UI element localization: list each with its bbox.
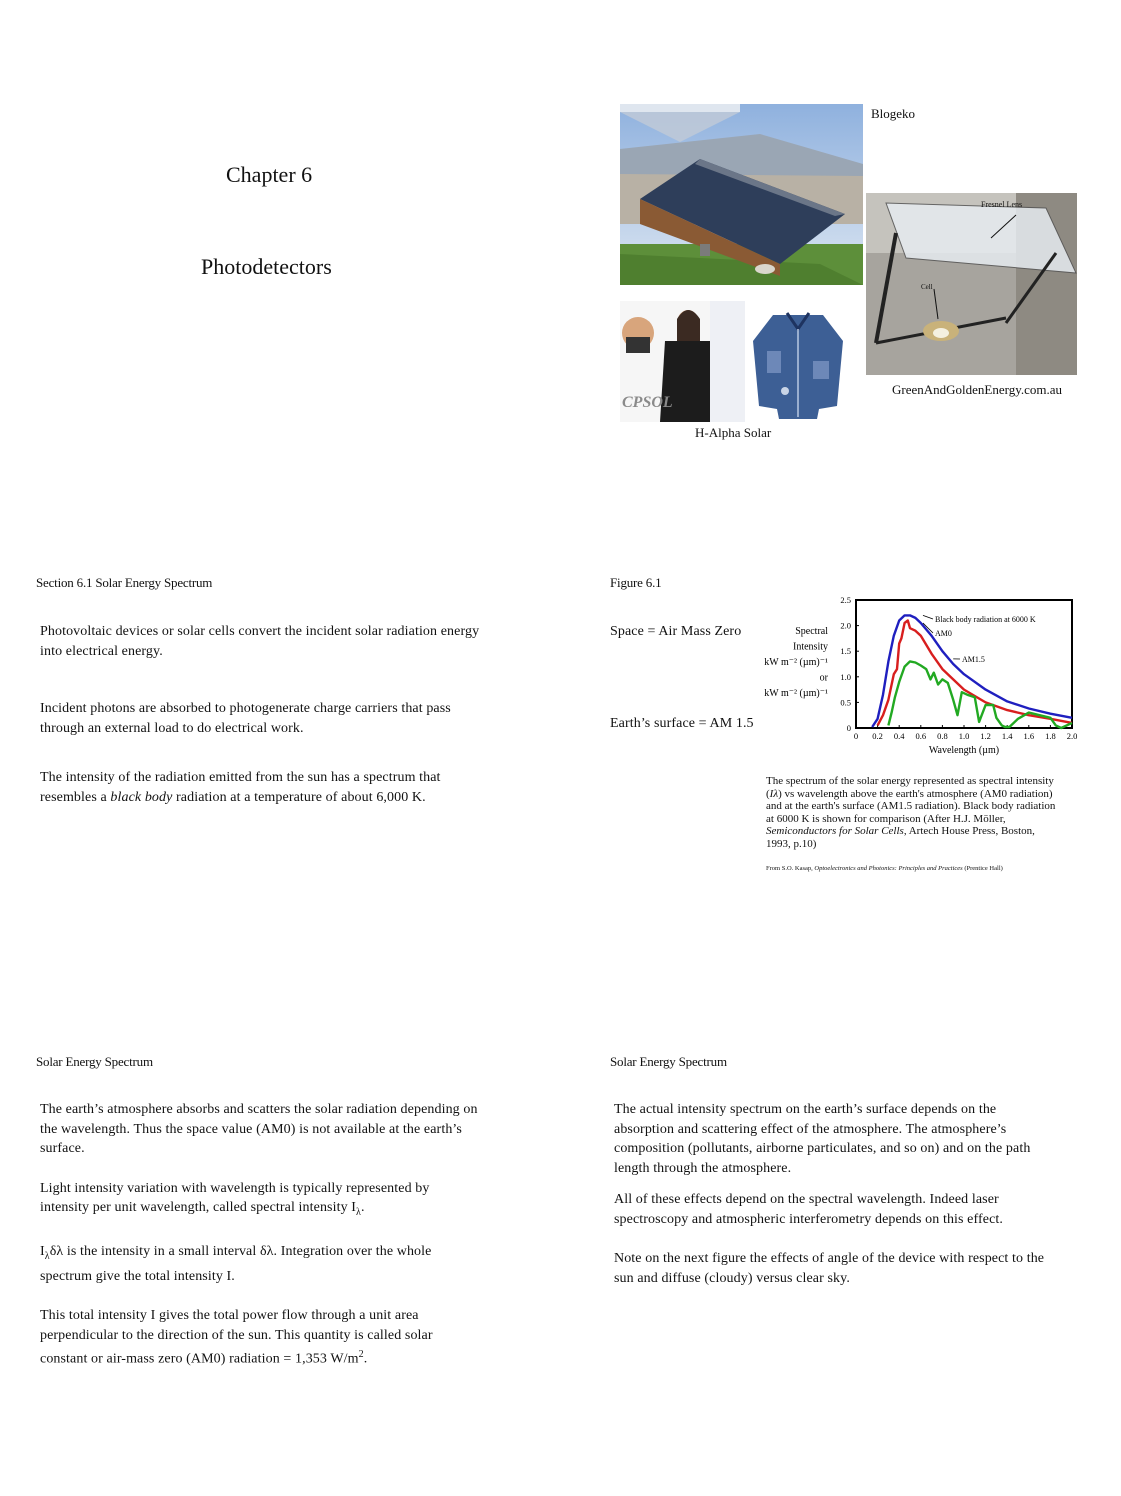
y-tick-label: 1.0 [840,671,851,682]
x-tick-label: 1.2 [980,731,991,741]
x-tick-label: 1.0 [958,731,970,741]
figure-caption: The spectrum of the solar energy represented as spectral intensity (Iλ) vs wavelength above the earth's atmosphere (AM0 radiation) and at the earth's surface (AM1.5 radiation). Black body radiation at 6000 K is shown for comparison (After H.J. Möller, Semiconductors for Solar Cells, Artech House Press, Boston, 1993, p.10) [766,775,1056,850]
solar-roof-photo [620,104,863,285]
paragraph: Photovoltaic devices or solar cells convert the incident solar radiation energy into electrical energy. [40,624,480,659]
fresnel-lens-label: Fresnel Lens [981,200,1023,209]
jacket-brand-text: CPSOL [622,394,673,411]
caption-green-golden-energy: GreenAndGoldenEnergy.com.au [892,382,1063,397]
paragraph: $I_\lambda\delta\lambda$ is the intensity in a small interval δλ. Integration over the whole spectrum give the total intensity I. [40,1244,432,1284]
paragraph: Light intensity variation with wavelength is typically represented by intensity per unit wavelength, called spectral intensity $I_\lambda$. [40,1180,430,1218]
x-tick-label: 0.4 [893,731,905,741]
cell-label: Cell [921,283,933,291]
x-tick-label: 1.8 [1045,731,1056,741]
legend-label: AM1.5 [962,655,985,664]
x-tick-label: 2.0 [1066,731,1078,741]
slide5-body [614,1100,1054,1288]
caption-blogeko: Blogeko [871,106,916,121]
legend-label: AM0 [935,629,952,638]
slide5-heading: Solar Energy Spectrum [610,1054,727,1069]
slide4-body [40,1100,480,1369]
y-tick-label: 0.5 [840,697,851,708]
legend-leader [923,615,933,619]
y-axis-label-line: kW m⁻² (µm)⁻¹ [764,688,828,699]
x-tick-label: 0.2 [872,731,883,741]
x-tick-label: 0 [853,731,859,741]
earth-label: Earth’s surface = AM 1.5 [610,716,754,731]
solar-jacket-photo [745,301,851,422]
y-tick-label: 2.5 [840,595,851,605]
x-tick-label: 1.6 [1023,731,1035,741]
y-axis-label-line: Intensity [793,641,828,653]
chapter-number: Chapter 6 [226,162,313,187]
solar-jacket-woman-photo [620,301,745,422]
x-tick-label: 0.6 [915,731,927,741]
y-tick-label: 0 [846,723,851,733]
y-tick-label: 2.0 [840,620,851,631]
y-tick-label: 1.5 [840,646,851,657]
spectrum-chart [752,592,1082,764]
paragraph: The intensity of the radiation emitted from the sun has a spectrum that resembles a black body radiation at a temperature of about 6,000 K. [40,770,441,805]
paragraph: All of these effects depend on the spectral wavelength. Indeed laser spectroscopy and atmospheric interferometry depends on this effect. [614,1192,1003,1227]
section-heading: Section 6.1 Solar Energy Spectrum [36,575,213,590]
legend-label: Black body radiation at 6000 K [935,615,1036,624]
chapter-title: Photodetectors [201,254,332,279]
paragraph: This total intensity I gives the total power flow through a unit area perpendicular to the direction of the sun. This quantity is called solar constant or air-mass zero (AM0) radiation = 1,353 $W/m^2$. [40,1308,433,1367]
x-tick-label: 1.4 [1001,731,1013,741]
paragraph: The actual intensity spectrum on the earth’s surface depends on the absorption and scattering effect of the atmosphere. The atmosphere’s composition (pollutants, airborne particulates, and so on) and on the path length through the atmosphere. [614,1102,1031,1176]
slide4-heading: Solar Energy Spectrum [36,1054,153,1069]
y-axis-label [764,626,828,699]
paragraph: Note on the next figure the effects of angle of the device with respect to the sun and diffuse (cloudy) versus clear sky. [614,1251,1045,1286]
paragraph: The earth’s atmosphere absorbs and scatters the solar radiation depending on the wavelength. Thus the space value (AM0) is not available at the earth’s surface. [40,1102,478,1156]
y-axis-label-line: kW m⁻² (µm)⁻¹ [764,657,828,668]
y-axis-label-line: or [819,672,828,684]
paragraph: Incident photons are absorbed to photogenerate charge carriers that pass through an external load to do electrical work. [40,701,451,736]
y-axis-label-line: Spectral [795,626,828,637]
x-tick-label: 0.8 [937,731,948,741]
figure-credit: From S.O. Kasap, Optoelectronics and Photonics: Principles and Practices (Prentice Hall) [766,865,1003,872]
figure-heading: Figure 6.1 [610,575,662,590]
series-line-1 [878,621,1072,726]
x-axis-label: Wavelength (µm) [928,745,1000,756]
caption-h-alpha-solar: H-Alpha Solar [695,425,772,440]
space-label: Space = Air Mass Zero [610,624,742,639]
slide2-body [40,622,480,807]
fresnel-lens-photo [866,193,1077,375]
